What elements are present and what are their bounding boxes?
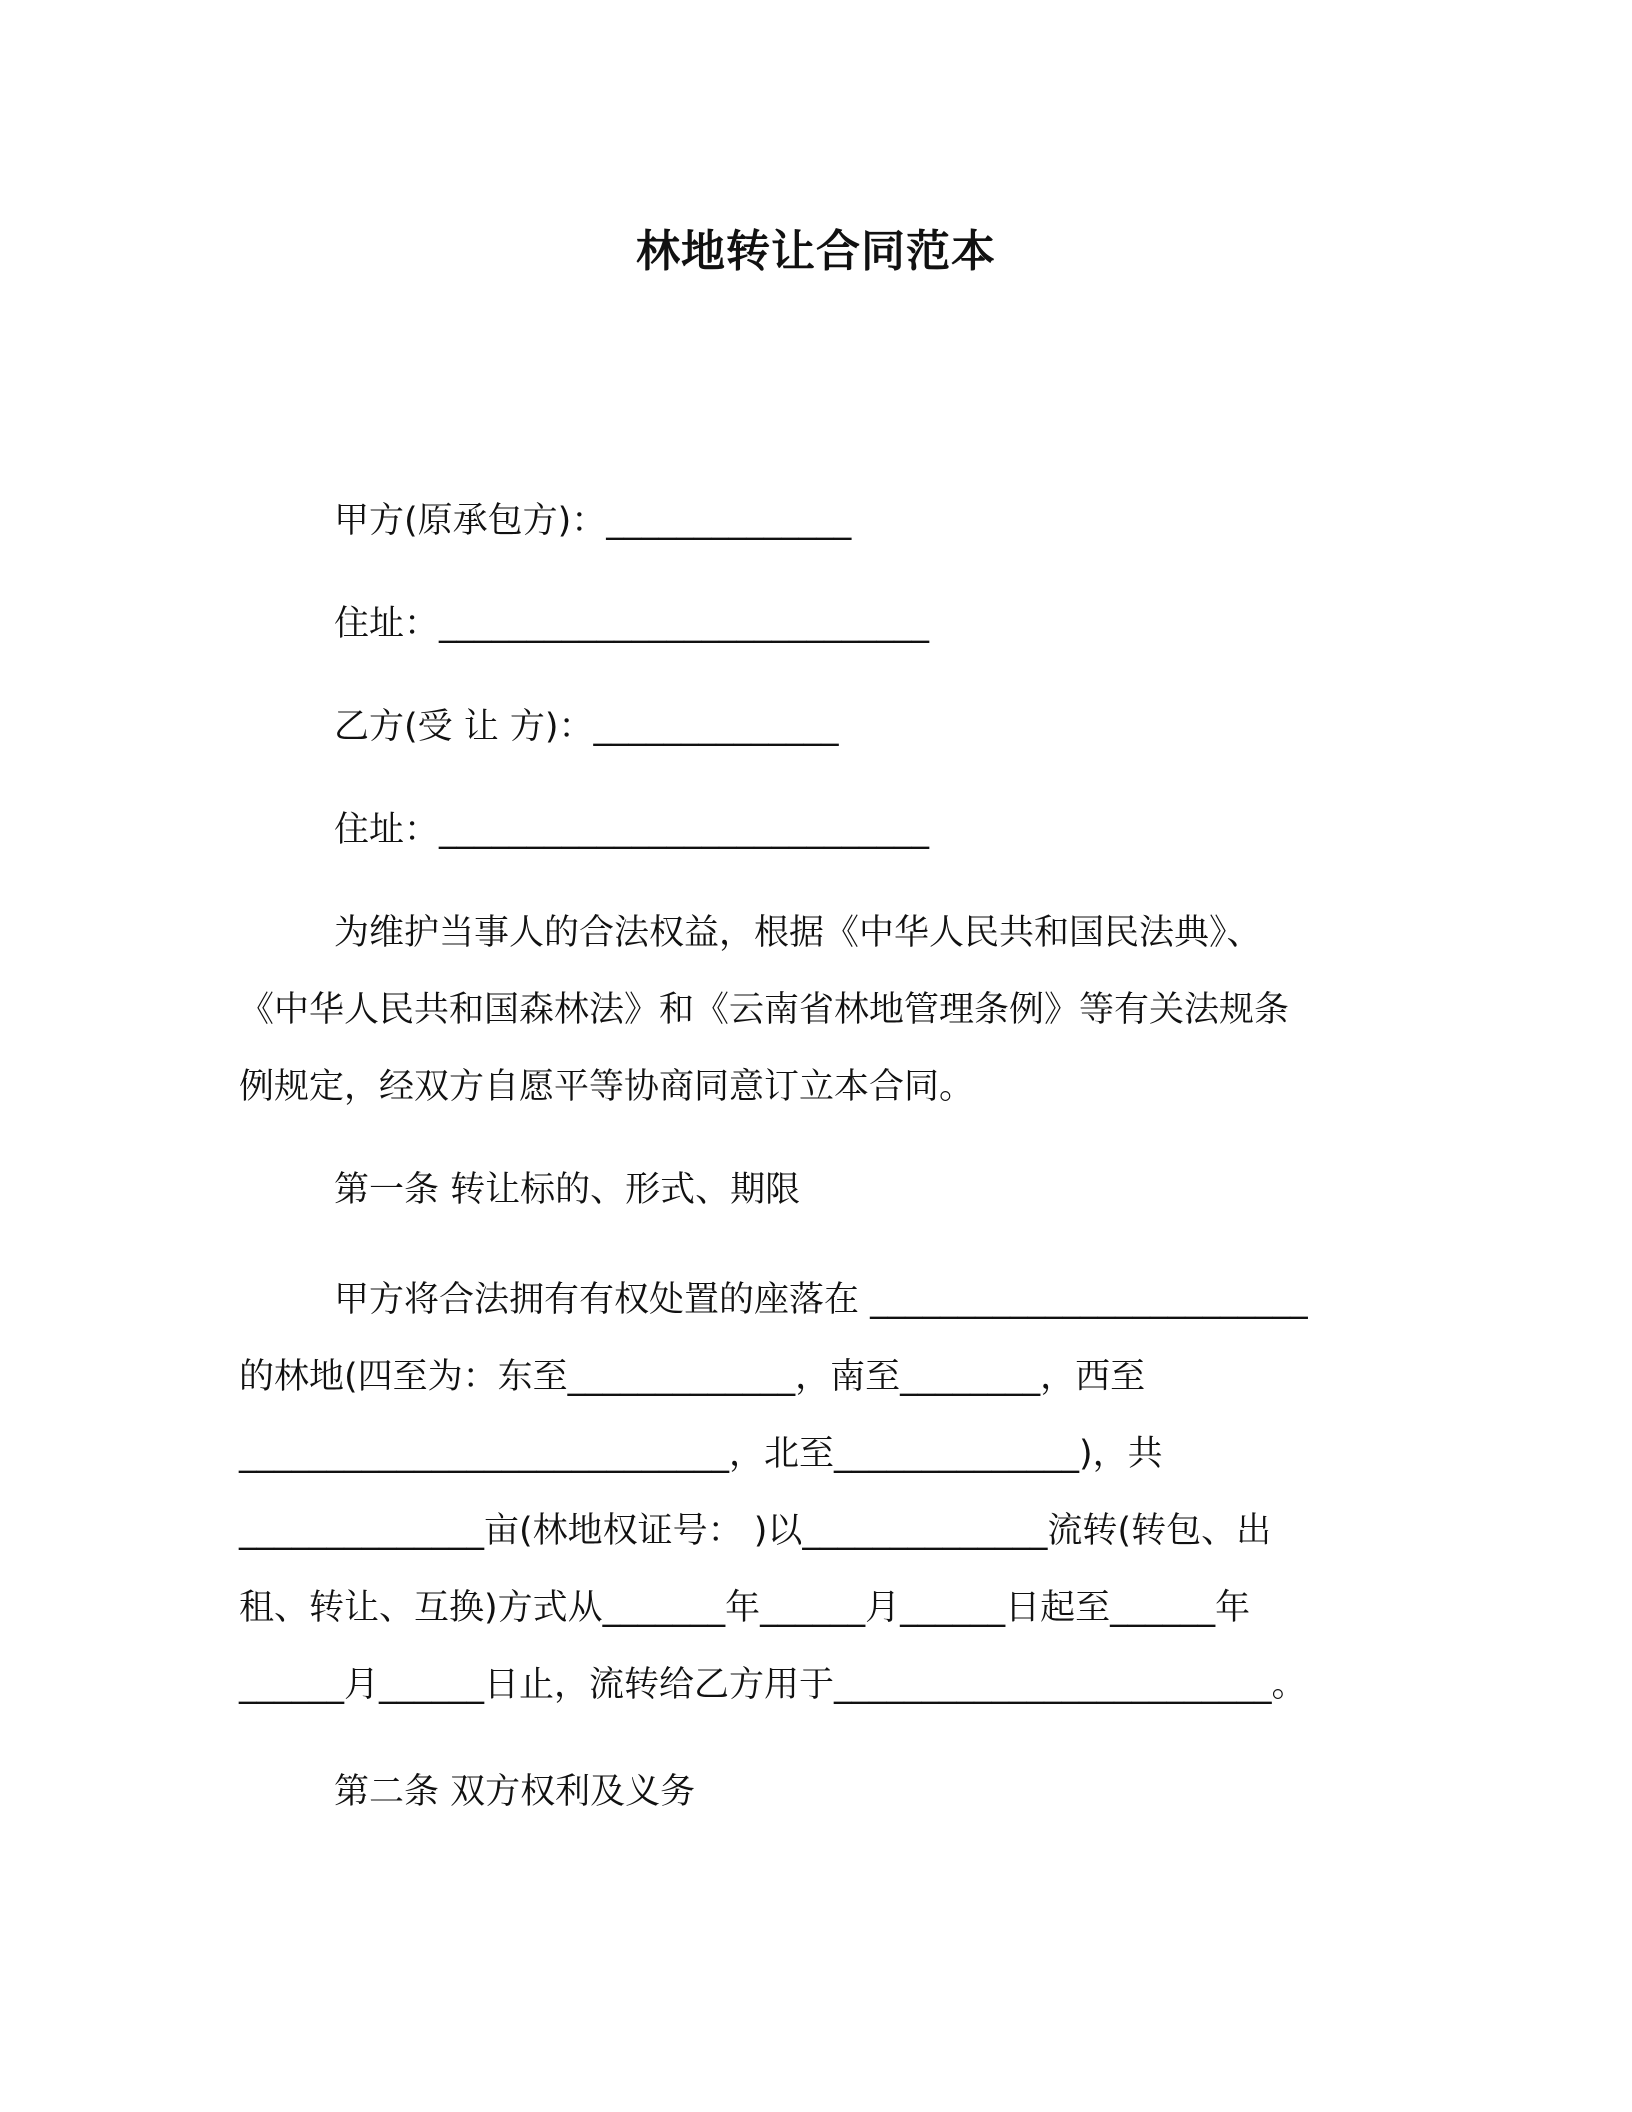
document-title: 林地转让合同范本 xyxy=(636,226,996,277)
party-b-address-line: 住址：____________________________ xyxy=(334,810,930,850)
preamble-line-1: 为维护当事人的合法权益，根据《中华人民共和国民法典》、 xyxy=(334,913,1262,953)
party-a-address-line: 住址：____________________________ xyxy=(334,604,930,644)
article-1-line-1: 甲方将合法拥有有权处置的座落在 _________________________ xyxy=(334,1280,1308,1320)
article-1-heading: 第一条 转让标的、形式、期限 xyxy=(334,1170,801,1210)
party-b-line: 乙方(受 让 方)：______________ xyxy=(334,707,839,747)
article-1-line-4: ______________亩(林地权证号： )以______________流转(转包、出 xyxy=(239,1511,1272,1551)
article-1-line-3: ____________________________，北至______________)，共 xyxy=(239,1434,1163,1474)
article-2-heading: 第二条 双方权利及义务 xyxy=(334,1772,696,1812)
preamble-line-2: 《中华人民共和国森林法》和《云南省林地管理条例》等有关法规条 xyxy=(239,990,1290,1030)
article-1-line-6: ______月______日止，流转给乙方用于_________________________。 xyxy=(239,1665,1307,1705)
party-a-line: 甲方(原承包方)：______________ xyxy=(334,501,852,541)
preamble-line-3: 例规定，经双方自愿平等协商同意订立本合同。 xyxy=(239,1067,975,1107)
article-1-line-2: 的林地(四至为：东至_____________，南至________，西至 xyxy=(239,1357,1146,1397)
article-1-line-5: 租、转让、互换)方式从_______年______月______日起至______年 xyxy=(239,1588,1251,1628)
